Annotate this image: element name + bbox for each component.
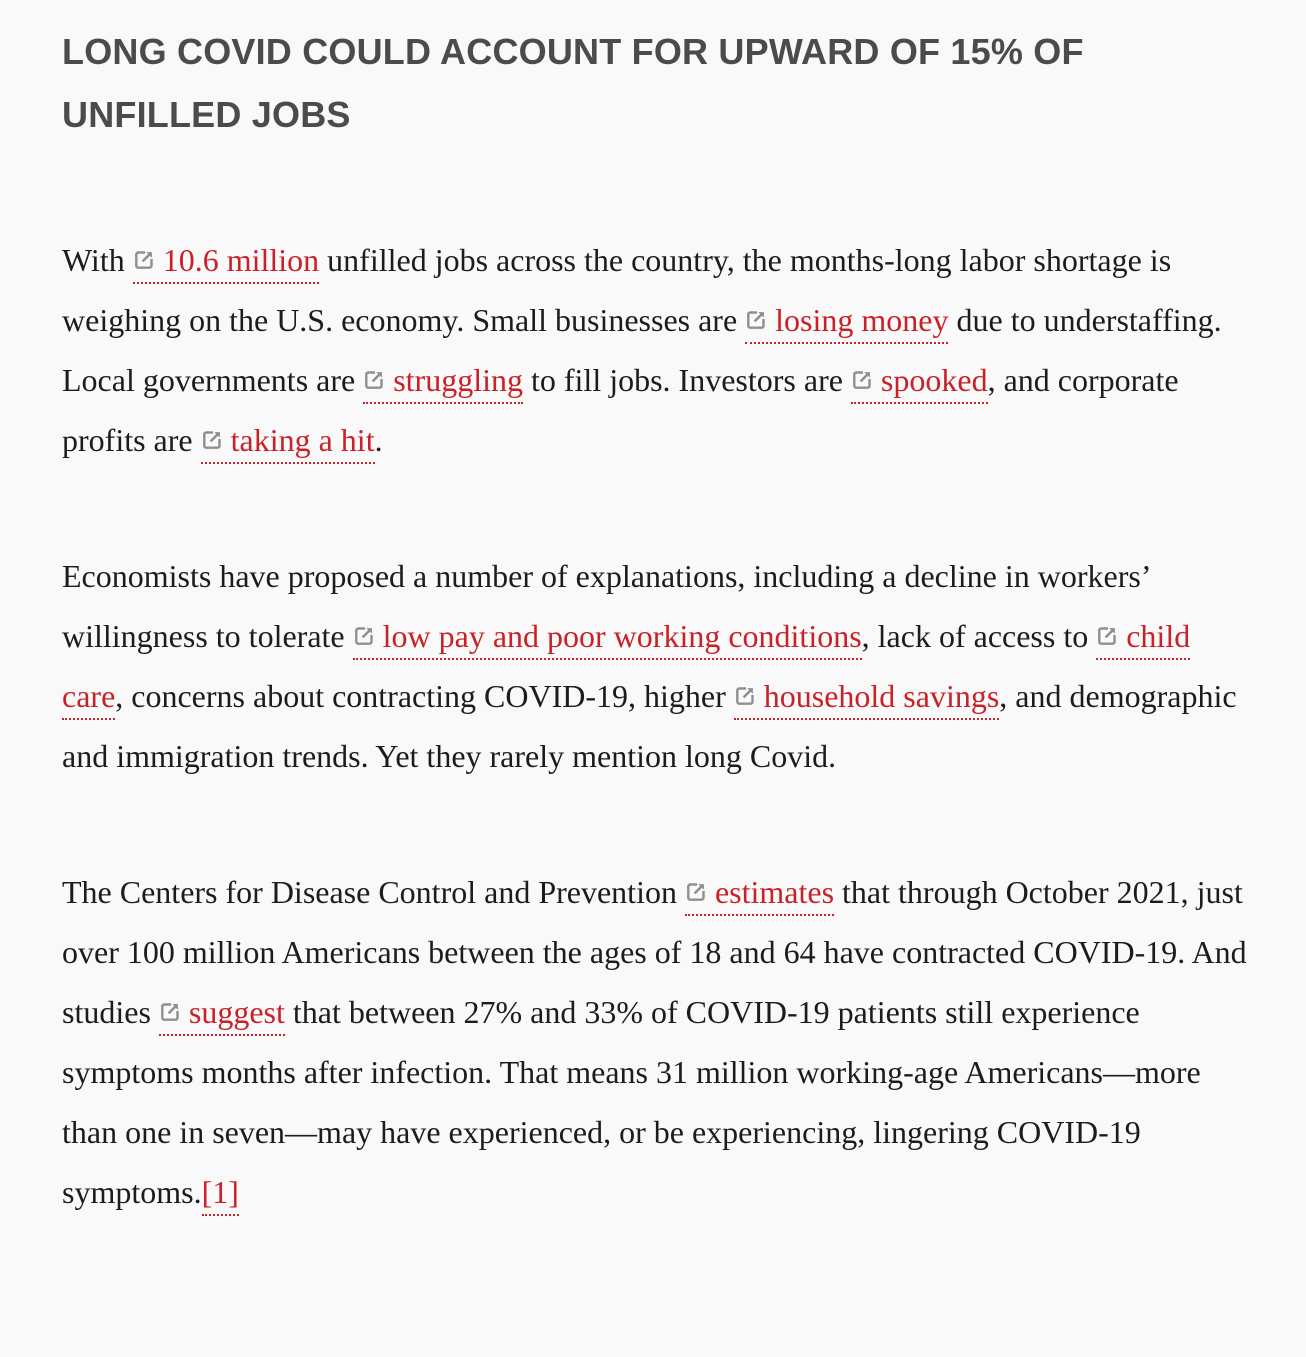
link-text: child care — [62, 618, 1191, 714]
external-link[interactable] — [159, 994, 285, 1036]
body-text: . — [374, 422, 383, 458]
external-link[interactable] — [734, 678, 1000, 720]
external-link[interactable] — [201, 422, 375, 464]
external-link-icon — [133, 249, 155, 271]
body-text: , and demographic and immigration trends. Yet they rarely mention long Covid. — [62, 678, 1237, 774]
body-text: unfilled jobs across the country, the months-long labor shortage is weighing on the U.S. economy. Small businesses are — [62, 242, 1172, 338]
paragraph — [62, 862, 1258, 1222]
link-text: losing money — [775, 302, 949, 338]
external-link-icon — [685, 881, 707, 903]
body-text: , lack of access to — [861, 618, 1097, 654]
body-text: Economists have proposed a number of explanations, including a decline in workers’ willingness to tolerate — [62, 558, 1150, 654]
link-text: household savings — [763, 678, 1000, 714]
body-text: , and corporate profits are — [62, 362, 1179, 458]
external-link-icon — [363, 369, 385, 391]
link-text: 10.6 million — [162, 242, 320, 278]
link-text: struggling — [393, 362, 523, 398]
paragraph — [62, 546, 1258, 786]
link-text: low pay and poor working conditions — [382, 618, 862, 654]
body-text: that through October 2021, just over 100 million Americans between the ages of 18 and 64 have contracted COVID-19. And studies — [62, 874, 1247, 1030]
external-link[interactable] — [745, 302, 948, 344]
external-link-icon — [1096, 625, 1118, 647]
external-link[interactable] — [685, 874, 834, 916]
external-link[interactable] — [353, 618, 862, 660]
link-text: [1] — [201, 1174, 239, 1210]
article-heading: LONG COVID COULD ACCOUNT FOR UPWARD OF 15% OF UNFILLED JOBS — [62, 31, 1084, 135]
footnote-link[interactable] — [202, 1174, 239, 1216]
body-text: to fill jobs. Investors are — [522, 362, 851, 398]
external-link[interactable] — [363, 362, 523, 404]
link-text: taking a hit — [230, 422, 375, 458]
external-link-icon — [159, 1001, 181, 1023]
external-link-icon — [734, 685, 756, 707]
external-link-icon — [353, 625, 375, 647]
external-link-icon — [851, 369, 873, 391]
body-text: , concerns about contracting COVID-19, higher — [115, 678, 734, 714]
body-text: that between 27% and 33% of COVID-19 patients still experience symptoms months after infection. That means 31 million working-age Americans—more than one in seven—may have experienced, or be experiencing, lingering COVID-19 symptoms. — [62, 994, 1201, 1210]
body-text: The Centers for Disease Control and Prevention — [62, 874, 685, 910]
body-text: With — [62, 242, 133, 278]
link-text: spooked — [880, 362, 988, 398]
paragraph — [62, 230, 1258, 470]
link-text: estimates — [714, 874, 835, 910]
external-link-icon — [745, 309, 767, 331]
external-link-icon — [201, 429, 223, 451]
external-link[interactable] — [133, 242, 319, 284]
link-text: suggest — [188, 994, 285, 1030]
external-link[interactable] — [851, 362, 988, 404]
article-body — [62, 230, 1258, 1222]
body-text: due to understaffing. Local governments are — [62, 302, 1222, 398]
